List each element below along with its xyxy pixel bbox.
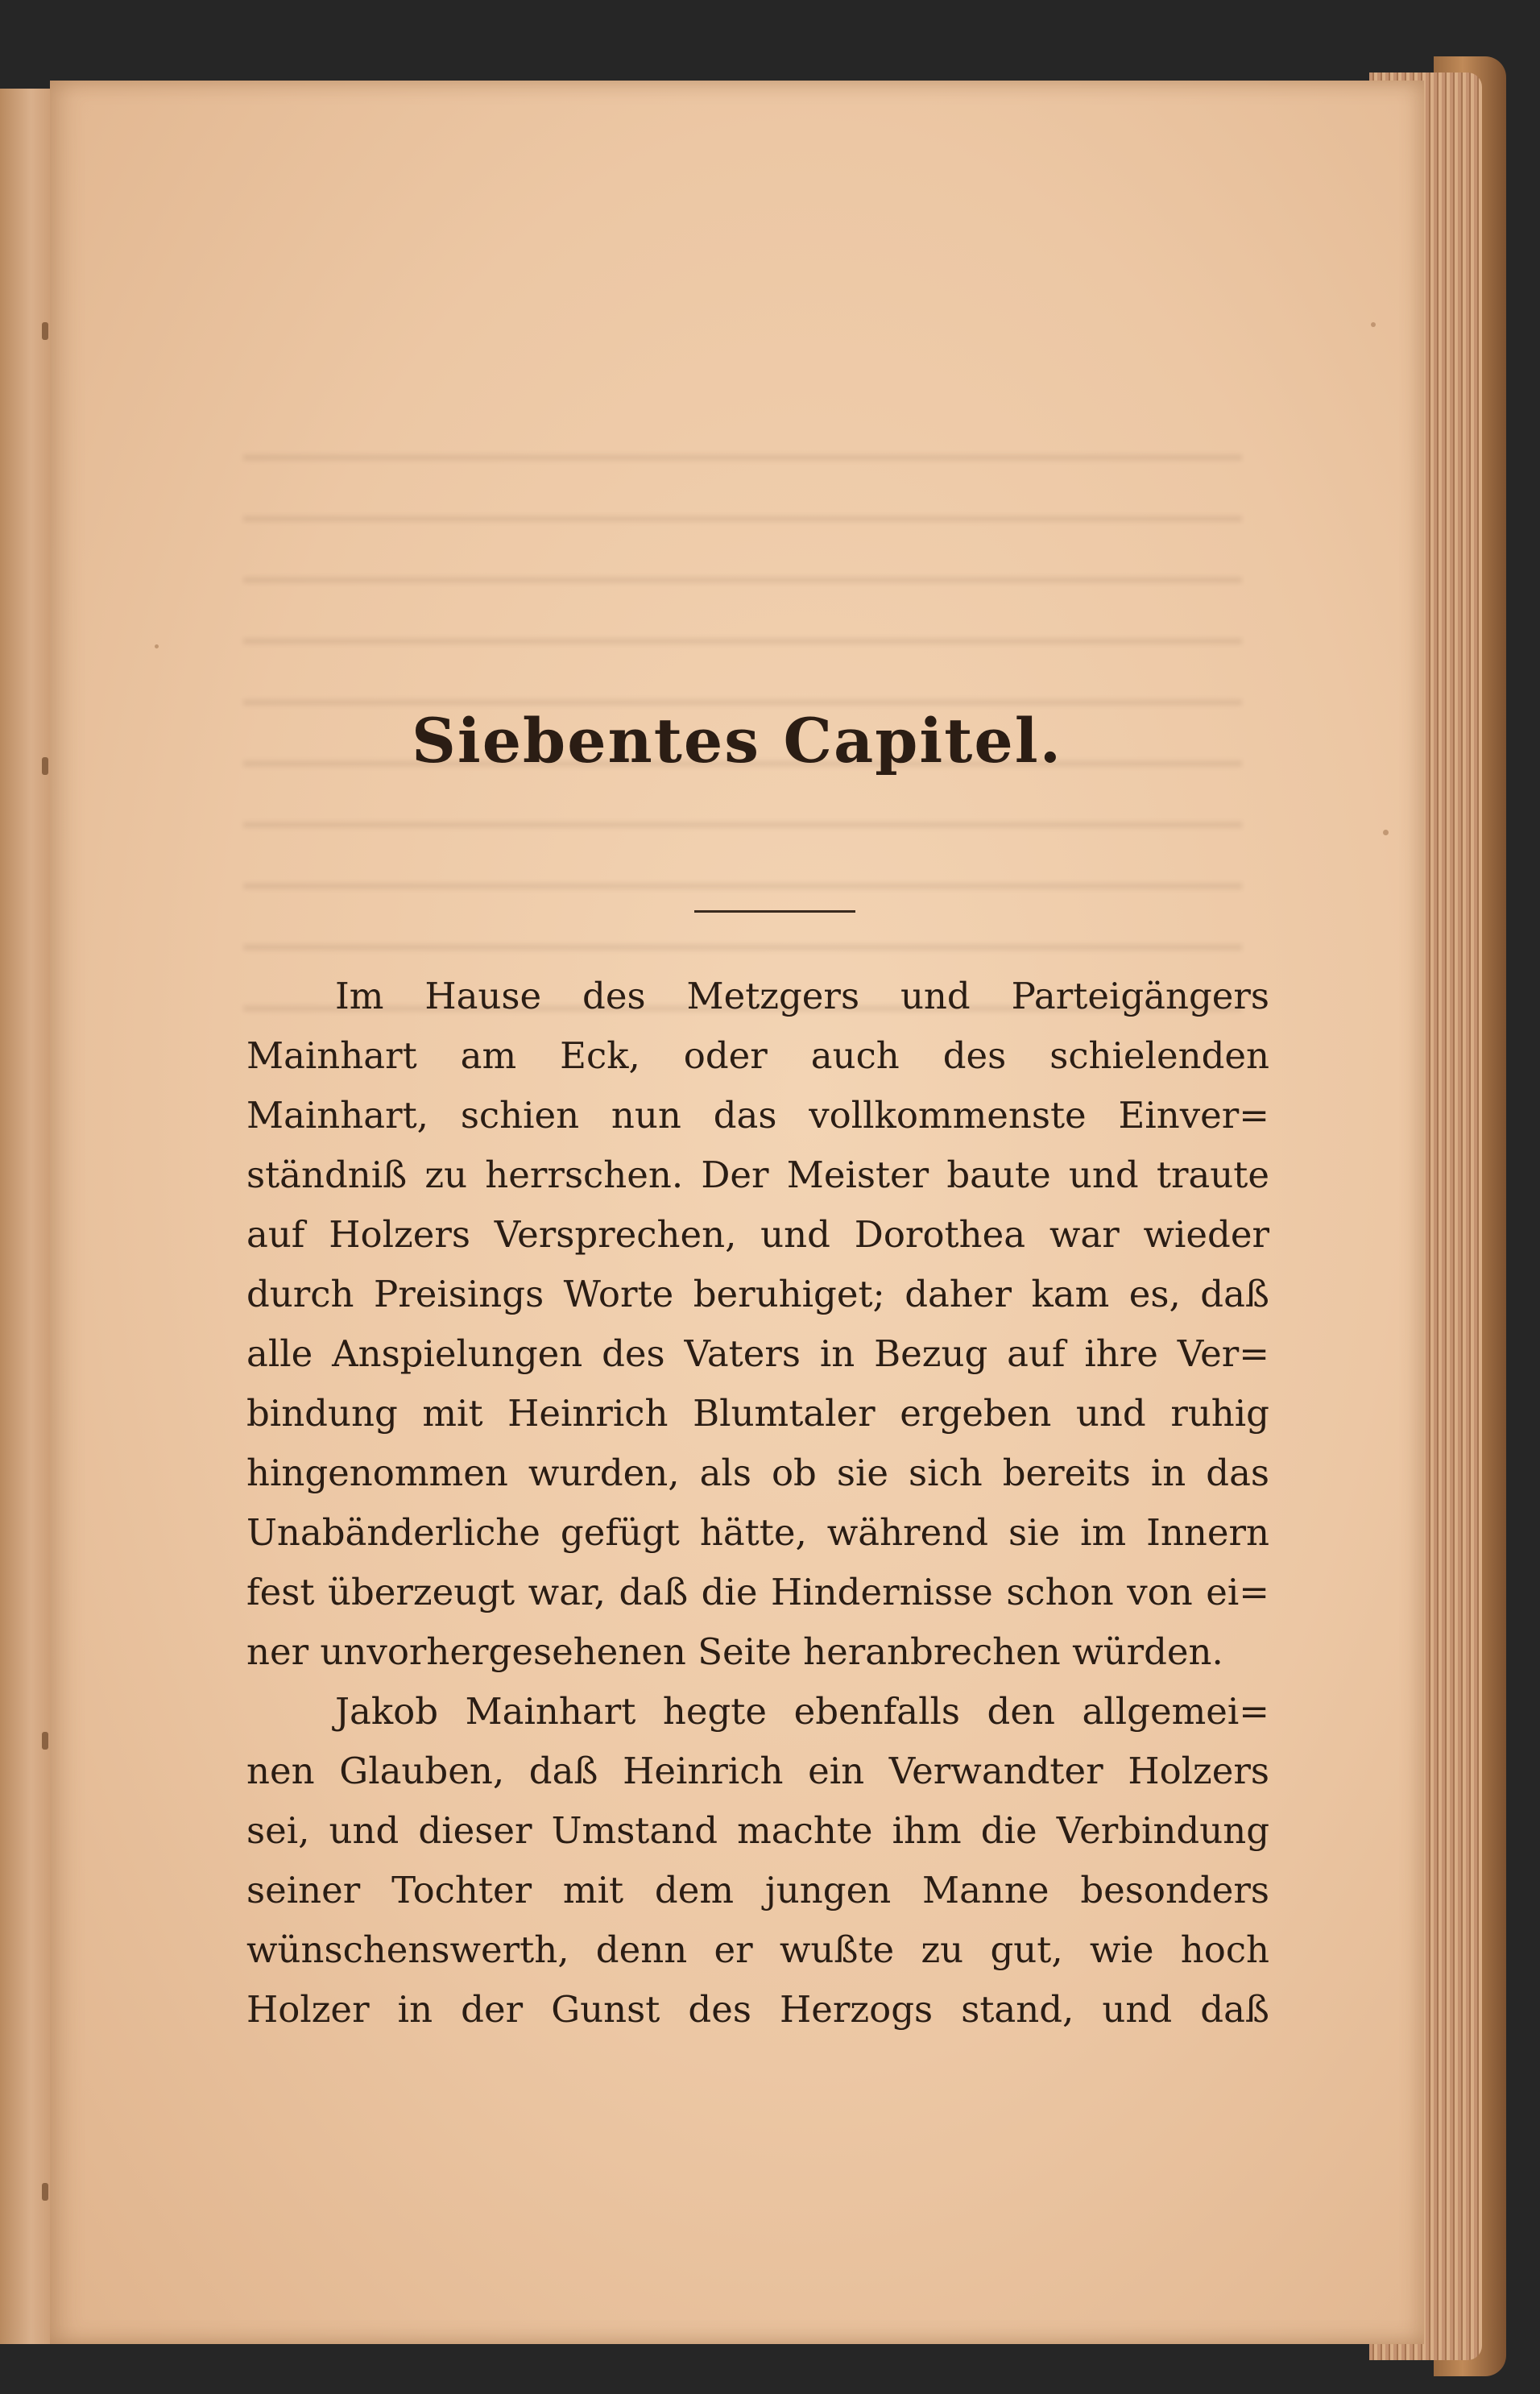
text-line: durch Preisings Worte beruhiget; daher kam es, daß <box>246 1273 1269 1315</box>
text-line: bindung mit Heinrich Blumtaler ergeben und ruhig <box>246 1392 1269 1435</box>
text-line: nen Glauben, daß Heinrich ein Verwandter Holzers <box>246 1750 1269 1792</box>
text-line: auf Holzers Versprechen, und Dorothea war wieder <box>246 1213 1269 1256</box>
title-divider <box>694 910 855 913</box>
text-line: Mainhart am Eck, oder auch des schielenden <box>246 1034 1269 1077</box>
text-line: Im Hause des Metzgers und Parteigängers <box>335 975 1269 1017</box>
paper-speck <box>1383 830 1389 835</box>
paper-speck <box>1371 322 1376 327</box>
binding-stitch <box>42 2183 48 2201</box>
text-line: alle Anspielungen des Vaters in Bezug auf ihre Ver= <box>246 1332 1269 1375</box>
text-line: Holzer in der Gunst des Herzogs stand, und daß <box>246 1988 1269 2031</box>
text-line: Unabänderliche gefügt hätte, während sie im Innern <box>246 1511 1269 1554</box>
binding-stitch <box>42 757 48 775</box>
binding-stitch <box>42 1732 48 1750</box>
text-line: sei, und dieser Umstand machte ihm die Verbindung <box>246 1809 1269 1852</box>
text-line: seiner Tochter mit dem jungen Manne besonders <box>246 1869 1269 1911</box>
text-line: hingenommen wurden, als ob sie sich bereits in das <box>246 1452 1269 1494</box>
text-line: Jakob Mainhart hegte ebenfalls den allgemei= <box>335 1690 1269 1733</box>
book <box>0 56 1506 2376</box>
chapter-title: Siebentes Capitel. <box>411 705 1063 777</box>
chapter-body <box>246 967 1269 2040</box>
previous-page-edge <box>0 89 56 2344</box>
text-line: fest überzeugt war, daß die Hindernisse schon von ei= <box>246 1571 1269 1613</box>
book-page <box>50 81 1424 2344</box>
paper-speck <box>155 644 159 648</box>
text-line: ner unvorhergesehenen Seite heranbrechen würden. <box>246 1630 1223 1673</box>
text-line: wünschenswerth, denn er wußte zu gut, wie hoch <box>246 1928 1269 1971</box>
text-line: ständniß zu herrschen. Der Meister baute und traute <box>246 1154 1269 1196</box>
text-line: Mainhart, schien nun das vollkommenste Einver= <box>246 1094 1269 1137</box>
binding-stitch <box>42 322 48 340</box>
